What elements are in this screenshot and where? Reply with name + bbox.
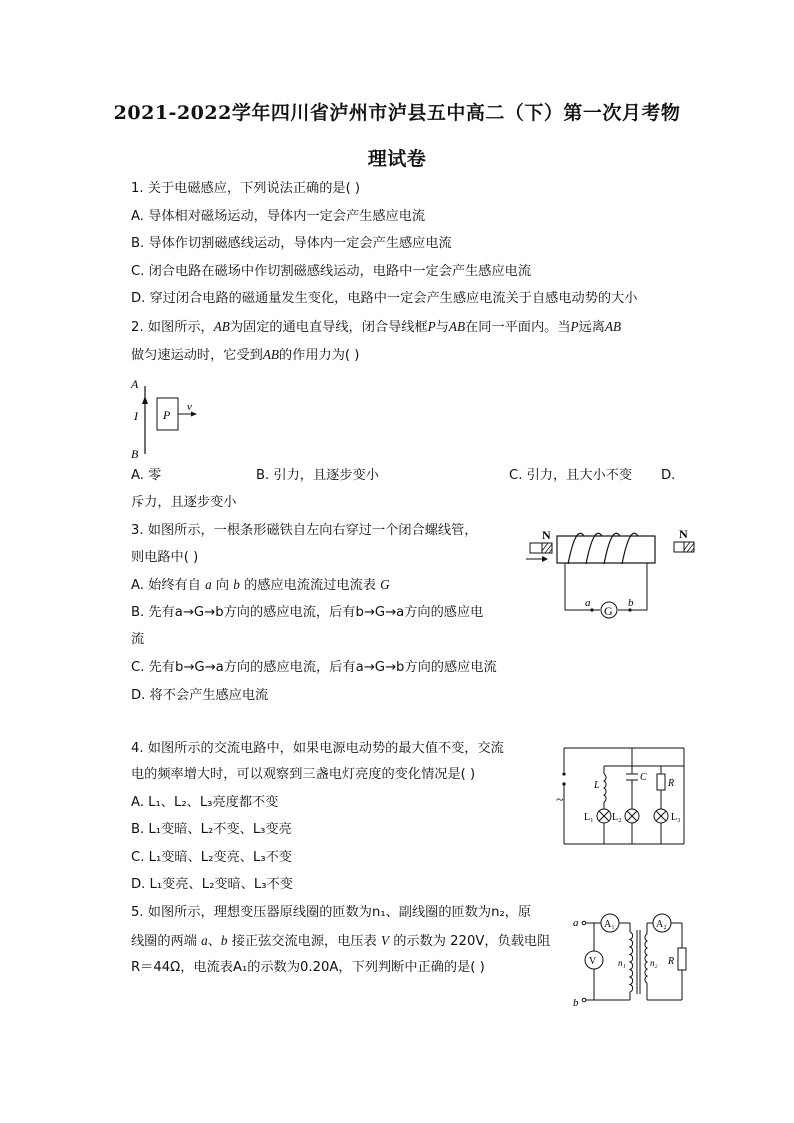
q2-stem-line2-prefix: 做匀速运动时，它受到 xyxy=(131,348,263,363)
paper-title-line2: 理试卷 xyxy=(367,148,427,170)
q2-option-c: C. 引力，且大小不变 xyxy=(509,468,633,483)
q2-fig-label-p: P xyxy=(163,408,171,422)
q3-fig-label-n-right: N xyxy=(679,527,688,541)
q2-ab-3: AB xyxy=(604,319,622,334)
q4-stem-line2: 电的频率增大时，可以观察到三盏电灯亮度的变化情况是( ) xyxy=(131,767,476,782)
q5-fig-ammeter-a2: A₂ xyxy=(656,919,667,930)
q2-stem-prefix: 2. 如图所示， xyxy=(131,320,214,335)
q4-fig-label-l2: L₂ xyxy=(612,812,622,823)
q4-fig-label-l1: L₁ xyxy=(584,812,594,823)
q3-figure xyxy=(520,526,700,622)
q5-stem2-v: V xyxy=(380,933,390,948)
q2-stem-mid2: 与 xyxy=(435,320,449,335)
q3-fig-galvanometer: G xyxy=(604,604,613,618)
q3-fig-label-a: a xyxy=(585,597,591,609)
q2-p-2: P xyxy=(570,319,579,334)
q5-fig-label-n2: n₂ xyxy=(650,958,658,968)
q2-stem-line1 xyxy=(131,318,621,337)
q4-option-d: D. L₁变亮、L₂变暗、L₃不变 xyxy=(131,877,293,892)
q5-stem2-b: b xyxy=(220,933,228,948)
q5-figure xyxy=(572,908,698,1008)
q5-fig-ammeter-a1: A₁ xyxy=(604,919,615,930)
q3-option-c: C. 先有b→G→a方向的感应电流，后有a→G→b方向的感应电流 xyxy=(131,660,497,675)
q2-ab-2: AB xyxy=(448,319,466,334)
q3-stem-line1: 3. 如图所示，一根条形磁铁自左向右穿过一个闭合螺线管， xyxy=(131,523,478,538)
q3-opt-a-a: a xyxy=(205,577,212,592)
q2-stem-mid1: 为固定的通电直导线，闭合导线框 xyxy=(229,320,428,335)
q3-opt-a-b: b xyxy=(233,577,240,592)
q2-option-a: A. 零 xyxy=(131,468,162,483)
q2-figure xyxy=(128,372,208,462)
q2-fig-label-a: A xyxy=(131,377,139,391)
q2-option-b: B. 引力，且逐步变小 xyxy=(256,468,379,483)
q2-fig-label-i: I xyxy=(134,409,138,423)
q4-fig-label-l3: L₃ xyxy=(671,812,681,823)
q4-option-c: C. L₁变暗、L₂变亮、L₃不变 xyxy=(131,850,292,865)
q4-fig-label-l: L xyxy=(594,780,600,791)
q4-figure xyxy=(556,744,696,848)
q5-stem2-prefix: 线圈的两端 xyxy=(131,934,202,949)
q2-p-1: P xyxy=(427,319,436,334)
q1-option-c: C. 闭合电路在磁场中作切割磁感线运动，电路中一定会产生感应电流 xyxy=(131,264,532,279)
q2-stem-line2 xyxy=(131,346,359,365)
q2-stem-line2-suffix: 的作用力为( ) xyxy=(279,348,360,363)
q4-option-b: B. L₁变暗、L₂不变、L₃变亮 xyxy=(131,822,292,837)
q1-option-b: B. 导体作切割磁感线运动，导体内一定会产生感应电流 xyxy=(131,236,452,251)
q2-fig-label-v: v xyxy=(187,401,192,413)
q4-stem-line1: 4. 如图所示的交流电路中，如果电源电动势的最大值不变，交流 xyxy=(131,741,504,756)
q3-opt-a-mid: 向 xyxy=(211,578,234,593)
q4-fig-label-c: C xyxy=(640,772,647,783)
q3-stem-line2: 则电路中( ) xyxy=(131,550,199,565)
q3-option-b-cont: 流 xyxy=(131,632,145,647)
q1-option-a: A. 导体相对磁场运动，导体内一定会产生感应电流 xyxy=(131,209,426,224)
q4-option-a: A. L₁、L₂、L₃亮度都不变 xyxy=(131,795,279,810)
q4-fig-ac-source: ~ xyxy=(556,793,564,808)
q5-stem2-mid2: 接正弦交流电源，电压表 xyxy=(227,934,381,949)
q5-stem-line1: 5. 如图所示，理想变压器原线圈的匝数为n₁、副线圈的匝数为n₂，原 xyxy=(131,905,532,920)
q2-option-d-cont: 斥力，且逐步变小 xyxy=(131,495,237,510)
q3-option-b: B. 先有a→G→b方向的感应电流，后有b→G→a方向的感应电 xyxy=(131,605,484,620)
q5-stem-line3: R＝44Ω，电流表A₁的示数为0.20A，下列判断中正确的是( ) xyxy=(131,960,485,975)
q3-opt-a-prefix: A. 始终有自 xyxy=(131,578,206,593)
q1-option-d: D. 穿过闭合电路的磁通量发生变化，电路中一定会产生感应电流关于自感电动势的大小 xyxy=(131,291,638,306)
q4-fig-label-r: R xyxy=(668,778,675,789)
q3-fig-label-n-left: N xyxy=(542,528,551,542)
q2-ab-1: AB xyxy=(213,319,230,334)
q3-fig-label-b: b xyxy=(628,597,634,609)
q3-opt-a-g: G xyxy=(380,577,390,592)
paper-title-line1: 2021-2022学年四川省泸州市泸县五中高二（下）第一次月考物 xyxy=(113,102,681,124)
q5-fig-label-b: b xyxy=(573,997,579,1008)
q2-fig-label-b: B xyxy=(131,447,139,461)
q5-fig-label-r: R xyxy=(668,956,675,967)
q5-stem2-suffix: 的示数为 220V，负载电阻 xyxy=(389,934,551,949)
q3-option-d: D. 将不会产生感应电流 xyxy=(131,688,269,703)
q2-option-d: D. xyxy=(661,468,676,483)
q3-option-a xyxy=(131,576,390,595)
q5-fig-label-n1: n₁ xyxy=(618,958,626,968)
q5-stem2-a: a xyxy=(201,933,208,948)
q2-ab-4: AB xyxy=(262,347,279,362)
q5-stem2-mid: 、 xyxy=(207,934,221,949)
q2-stem-mid3: 在同一平面内。当 xyxy=(465,320,571,335)
q5-stem-line2 xyxy=(131,932,550,951)
q3-opt-a-mid2: 的感应电流流过电流表 xyxy=(239,578,381,593)
q2-stem-mid4: 远离 xyxy=(578,320,605,335)
q5-fig-label-a: a xyxy=(573,917,579,929)
q1-stem: 1. 关于电磁感应，下列说法正确的是( ) xyxy=(131,181,361,196)
q5-fig-voltmeter: V xyxy=(589,956,597,967)
